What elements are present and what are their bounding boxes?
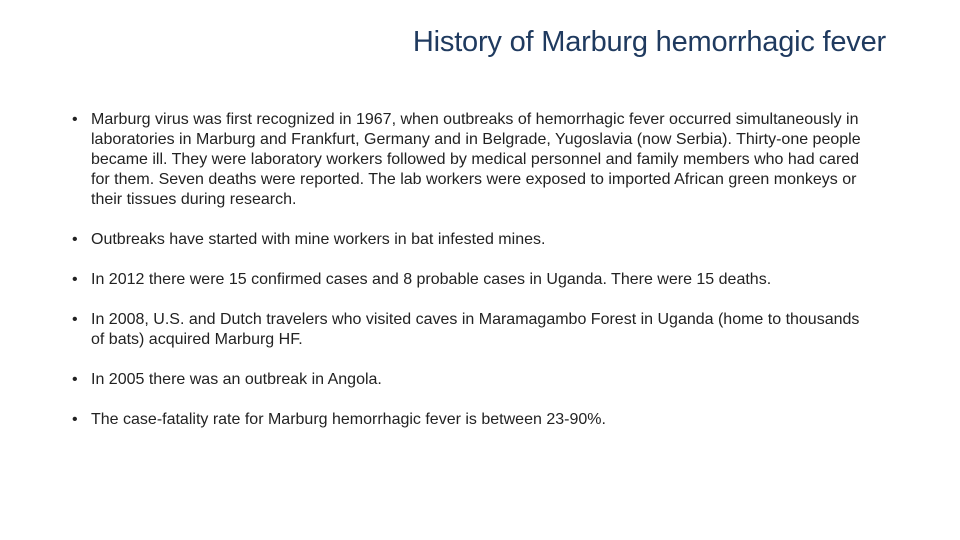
bullet-item bbox=[72, 410, 872, 430]
bullet-item bbox=[72, 370, 872, 390]
bullet-text: In 2012 there were 15 confirmed cases and 8 probable cases in Uganda. There were 15 deaths. bbox=[91, 271, 772, 288]
slide-title: History of Marburg hemorrhagic fever bbox=[412, 26, 886, 58]
bullet-item bbox=[72, 230, 872, 250]
bullet-text: In 2005 there was an outbreak in Angola. bbox=[91, 371, 382, 388]
bullet-marker: • bbox=[72, 411, 78, 428]
bullet-marker: • bbox=[72, 231, 78, 248]
bullet-marker: • bbox=[72, 311, 78, 328]
bullet-item bbox=[72, 270, 872, 290]
bullet-item bbox=[72, 310, 872, 350]
bullet-text: Marburg virus was first recognized in 1967, when outbreaks of hemorrhagic fever occurred simultaneously in laboratories in Marburg and Frankfurt, Germany and in Belgrade, Yugoslavia (now Serbia). Thirty-one people became ill. They were laboratory workers followed by medical personnel and family members who had cared for them. Seven deaths were reported. The lab workers were exposed to imported African green monkeys or their tissues during research. bbox=[91, 111, 861, 208]
bullet-text: In 2008, U.S. and Dutch travelers who visited caves in Maramagambo Forest in Uganda (home to thousands of bats) acquired Marburg HF. bbox=[91, 311, 860, 348]
bullet-item bbox=[72, 110, 872, 210]
bullet-marker: • bbox=[72, 111, 78, 128]
bullet-marker: • bbox=[72, 271, 78, 288]
bullet-marker: • bbox=[72, 371, 78, 388]
bullet-list bbox=[72, 110, 872, 450]
bullet-text: Outbreaks have started with mine workers in bat infested mines. bbox=[91, 231, 546, 248]
bullet-text: The case-fatality rate for Marburg hemorrhagic fever is between 23-90%. bbox=[91, 411, 606, 428]
